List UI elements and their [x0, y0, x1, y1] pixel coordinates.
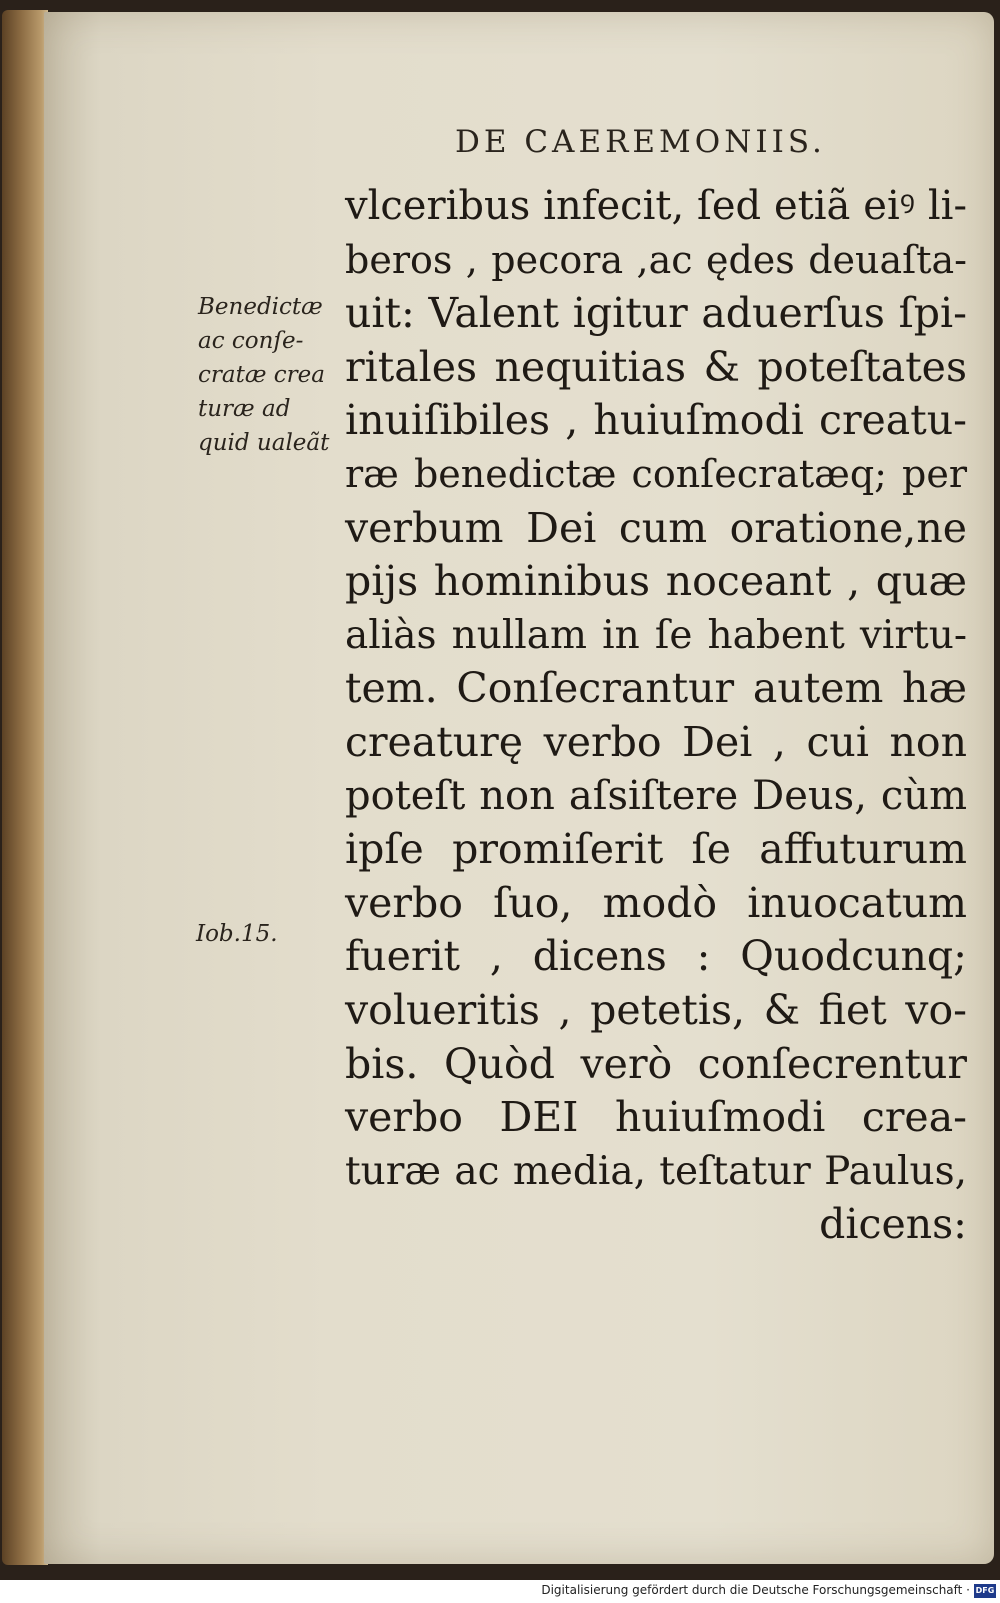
- marginal-note-line: turæ ad: [198, 396, 291, 422]
- text-line: pijs hominibus noceant , quæ: [345, 557, 967, 606]
- marginal-note-line: Iob.15.: [196, 921, 278, 947]
- text-line: verbo DEI huiuſmodi crea-: [345, 1093, 967, 1142]
- text-line: volueritis , petetis, & fiet vo-: [345, 985, 967, 1034]
- text-line: uit: Valent igitur aduerſus ſpi-: [345, 289, 967, 338]
- text-line: bis. Quòd verò conſecrentur: [345, 1039, 967, 1088]
- text-line: ræ benedictæ conſecratæq; per: [345, 451, 967, 496]
- text-line: creaturę verbo Dei , cui non: [345, 717, 967, 766]
- text-line: verbo ſuo, modò inuocatum: [345, 878, 967, 927]
- text-line: inuiſibiles , huiuſmodi creatu-: [345, 396, 967, 445]
- running-head: DE CAEREMONIIS.: [455, 124, 826, 160]
- text-line: vlceribus infecit, ſed etiã eiꝰ li-: [345, 183, 967, 229]
- marginal-note-benedictae: [198, 290, 329, 460]
- text-line: turæ ac media, teſtatur Paulus,: [345, 1148, 967, 1194]
- marginal-note-line: Benedictæ: [198, 294, 323, 320]
- catchword: dicens:: [819, 1200, 967, 1249]
- marginal-note-line: quid ualeãt: [198, 430, 330, 456]
- body-text: [345, 180, 967, 1252]
- digitization-footer: [0, 1580, 1000, 1603]
- text-line: beros , pecora ,ac ędes deuaſta-: [345, 237, 967, 282]
- text-line: verbum Dei cum oratione,ne: [345, 503, 967, 552]
- text-line: ipſe promiſerit ſe affuturum: [345, 825, 967, 874]
- dfg-logo-icon: DFG: [974, 1584, 996, 1598]
- text-line: fuerit , dicens : Quodcunq;: [345, 932, 967, 981]
- marginal-note-iob: [196, 917, 278, 951]
- book-page-edge: [2, 10, 48, 1565]
- footer-credit: Digitalisierung gefördert durch die Deutsche Forschungsgemeinschaft ·: [541, 1583, 970, 1597]
- text-line: ritales nequitias & poteſtates: [345, 342, 967, 391]
- text-line: tem. Conſecrantur autem hæ: [345, 664, 967, 713]
- marginal-note-line: ac conſe-: [198, 328, 304, 354]
- text-line: aliàs nullam in ſe habent virtu-: [345, 612, 967, 658]
- text-line: poteſt non aſsiſtere Deus, cùm: [345, 772, 967, 819]
- marginal-note-line: cratæ crea: [198, 362, 325, 388]
